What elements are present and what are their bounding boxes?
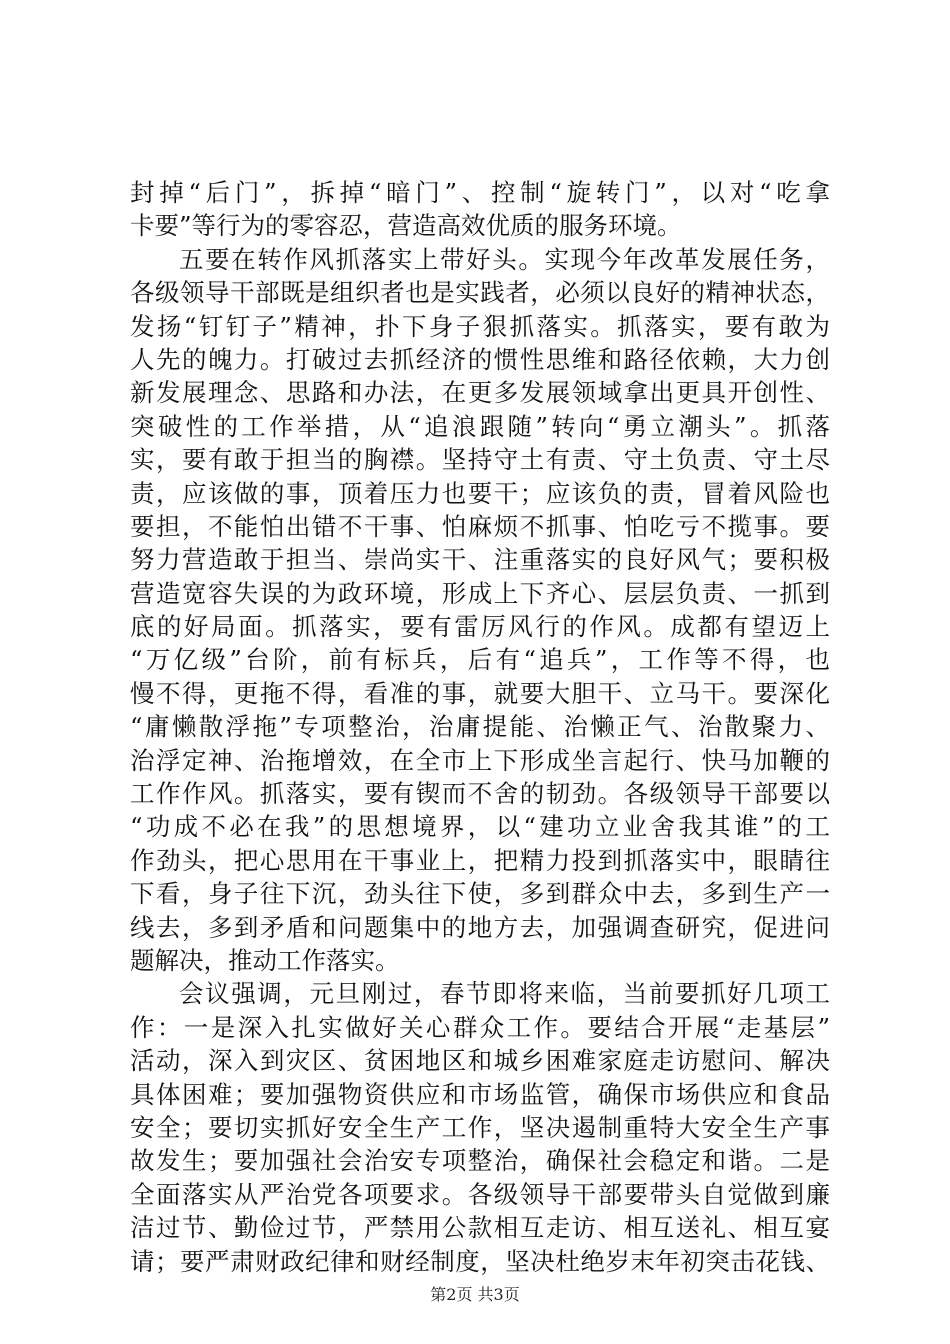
document-body [130, 176, 830, 1278]
text-line: “庸懒散浮拖”专项整治，治庸提能、治懒正气、治散聚力、 [130, 712, 830, 742]
text-line: 卡要”等行为的零容忍，营造高效优质的服务环境。 [130, 211, 682, 241]
text-line: 全面落实从严治党各项要求。各级领导干部要带头自觉做到廉 [130, 1179, 830, 1209]
text-line: 具体困难；要加强物资供应和市场监管，确保市场供应和食品 [130, 1079, 830, 1109]
text-line: 洁过节、勤俭过节，严禁用公款相互走访、相互送礼、相互宴 [130, 1213, 830, 1243]
text-line: 人先的魄力。打破过去抓经济的惯性思维和路径依赖，大力创 [130, 344, 830, 374]
text-line: 下看，身子往下沉，劲头往下使，多到群众中去，多到生产一 [130, 879, 830, 909]
text-line: 作劲头，把心思用在干事业上，把精力投到抓落实中，眼睛往 [130, 845, 830, 875]
text-line: 工作作风。抓落实，要有锲而不舍的韧劲。各级领导干部要以 [130, 779, 830, 809]
text-line: 请；要严肃财政纪律和财经制度，坚决杜绝岁末年初突击花钱、 [130, 1246, 830, 1276]
text-line: 会议强调，元旦刚过，春节即将来临，当前要抓好几项工 [179, 979, 830, 1009]
text-line: “功成不必在我”的思想境界，以“建功立业舍我其谁”的工 [130, 812, 830, 842]
text-line: 发扬“钉钉子”精神，扑下身子狠抓落实。抓落实，要有敢为 [130, 311, 830, 341]
text-line: 活动，深入到灾区、贫困地区和城乡困难家庭走访慰问、解决 [130, 1046, 830, 1076]
text-line: 五要在转作风抓落实上带好头。实现今年改革发展任务， [179, 244, 830, 274]
text-line: 底的好局面。抓落实，要有雷厉风行的作风。成都有望迈上 [130, 612, 830, 642]
text-line: 各级领导干部既是组织者也是实践者，必须以良好的精神状态， [130, 278, 830, 308]
text-line: 要担，不能怕出错不干事、怕麻烦不抓事、怕吃亏不揽事。要 [130, 511, 830, 541]
text-line: 努力营造敢于担当、崇尚实干、注重落实的良好风气；要积极 [130, 545, 830, 575]
text-line: 故发生；要加强社会治安专项整治，确保社会稳定和谐。二是 [130, 1146, 830, 1176]
text-line: 实，要有敢于担当的胸襟。坚持守土有责、守土负责、守土尽 [130, 445, 830, 475]
text-line: 营造宽容失误的为政环境，形成上下齐心、层层负责、一抓到 [130, 578, 830, 608]
text-line: 封掉“后门”，拆掉“暗门”、控制“旋转门”，以对“吃拿 [130, 178, 830, 207]
text-line: 突破性的工作举措，从“追浪跟随”转向“勇立潮头”。抓落 [130, 411, 830, 441]
text-line: 线去，多到矛盾和问题集中的地方去，加强调查研究，促进问 [130, 912, 830, 942]
text-line: 安全；要切实抓好安全生产工作，坚决遏制重特大安全生产事 [130, 1112, 830, 1142]
text-line: 责，应该做的事，顶着压力也要干；应该负的责，冒着风险也 [130, 478, 830, 508]
text-line: 新发展理念、思路和办法，在更多发展领域拿出更具开创性、 [130, 378, 830, 408]
text-line: “万亿级”台阶，前有标兵，后有“追兵”，工作等不得，也 [130, 645, 830, 675]
text-line: 慢不得，更拖不得，看准的事，就要大胆干、立马干。要深化 [130, 678, 830, 708]
text-line: 作：一是深入扎实做好关心群众工作。要结合开展“走基层” [130, 1012, 830, 1042]
text-line: 治浮定神、治拖增效，在全市上下形成坐言起行、快马加鞭的 [130, 745, 830, 775]
page-footer: 第2页 共3页 [430, 1285, 520, 1304]
text-line: 题解决，推动工作落实。 [130, 945, 400, 975]
